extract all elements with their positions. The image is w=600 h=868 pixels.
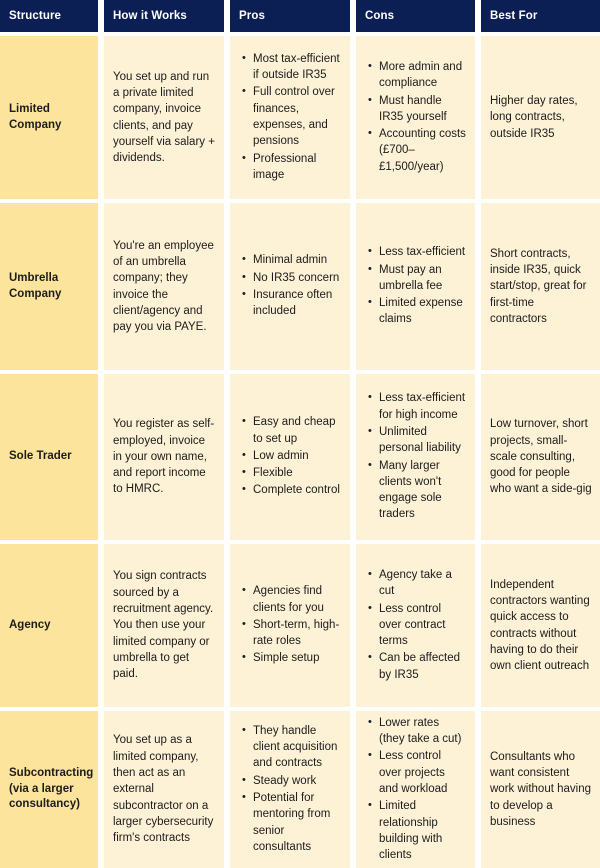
list-item: • Unlimited personal liability xyxy=(379,424,466,457)
list-item: • Less control over contract terms xyxy=(379,601,466,650)
cell-how-it-works xyxy=(104,203,224,370)
list-item: • Full control over finances, expenses, and pensions xyxy=(253,84,341,149)
list-item: • Minimal admin xyxy=(253,252,341,268)
cell-pros xyxy=(230,203,350,370)
column-header-best-for xyxy=(481,0,600,32)
how-it-works-text: You sign contracts sourced by a recruitment agency. You then use your limited company or umbrella to get paid. xyxy=(113,570,214,681)
column-header-label: Best For xyxy=(490,10,538,22)
cell-how-it-works xyxy=(104,711,224,868)
column-header-structure xyxy=(0,0,98,32)
column-header-label: Structure xyxy=(9,10,62,22)
cell-structure xyxy=(0,36,98,199)
cell-best-for xyxy=(481,36,600,199)
list-item: • Must pay an umbrella fee xyxy=(379,262,466,295)
cell-how-it-works xyxy=(104,544,224,707)
list-item: • They handle client acquisition and contracts xyxy=(253,723,341,772)
cell-cons xyxy=(356,544,475,707)
list-item: • Limited relationship building with clients xyxy=(379,798,466,863)
best-for-text: Short contracts, inside IR35, quick start/stop, great for first-time contractors xyxy=(490,247,587,325)
column-header-label: Pros xyxy=(239,10,265,22)
list-item: • Short-term, high-rate roles xyxy=(253,617,341,650)
best-for-text: Consultants who want consistent work without having to develop a business xyxy=(490,750,591,828)
cell-cons xyxy=(356,374,475,540)
column-header-cons xyxy=(356,0,475,32)
list-item: • Agencies find clients for you xyxy=(253,583,341,616)
list-item: • Agency take a cut xyxy=(379,567,466,600)
cons-list xyxy=(365,244,466,329)
list-item: • Must handle IR35 yourself xyxy=(379,93,466,126)
table-row xyxy=(0,711,600,868)
list-item: • More admin and compliance xyxy=(379,59,466,92)
list-item: • Less tax-efficient for high income xyxy=(379,390,466,423)
structure-label: Sole Trader xyxy=(9,450,72,463)
list-item: • Simple setup xyxy=(253,650,341,666)
table-row xyxy=(0,203,600,370)
list-item: • Less tax-efficient xyxy=(379,244,466,260)
cell-how-it-works xyxy=(104,374,224,540)
cell-pros xyxy=(230,36,350,199)
list-item: • Easy and cheap to set up xyxy=(253,414,341,447)
cell-pros xyxy=(230,374,350,540)
best-for-text: Independent contractors wanting quick access to contracts without having to do their own client outreach xyxy=(490,578,590,673)
list-item: • Lower rates (they take a cut) xyxy=(379,715,466,748)
cell-structure xyxy=(0,374,98,540)
table-row xyxy=(0,36,600,199)
list-item: • Complete control xyxy=(253,482,341,498)
cell-cons xyxy=(356,203,475,370)
cons-list xyxy=(365,715,466,865)
cell-structure xyxy=(0,203,98,370)
cell-cons xyxy=(356,711,475,868)
how-it-works-text: You set up and run a private limited company, invoice clients, and pay yourself via salary + dividends. xyxy=(113,70,215,165)
cons-list xyxy=(365,390,466,524)
cell-structure xyxy=(0,711,98,868)
cell-structure xyxy=(0,544,98,707)
table-header-row xyxy=(0,0,600,32)
how-it-works-text: You register as self-employed, invoice in your own name, and report income to HMRC. xyxy=(113,418,215,496)
cell-cons xyxy=(356,36,475,199)
list-item: • Limited expense claims xyxy=(379,295,466,328)
list-item: • Professional image xyxy=(253,151,341,184)
list-item: • Less control over projects and workload xyxy=(379,748,466,797)
list-item: • Most tax-efficient if outside IR35 xyxy=(253,51,341,84)
column-header-label: How it Works xyxy=(113,10,187,22)
cell-best-for xyxy=(481,203,600,370)
cell-best-for xyxy=(481,544,600,707)
structure-label: Agency xyxy=(9,618,51,631)
list-item: • Insurance often included xyxy=(253,287,341,320)
column-header-how-it-works xyxy=(104,0,224,32)
list-item: • Low admin xyxy=(253,448,341,464)
list-item: • Potential for mentoring from senior consultants xyxy=(253,790,341,855)
structure-label: Subcontracting (via a larger consultancy) xyxy=(9,767,94,811)
pros-list xyxy=(239,414,341,500)
pros-list xyxy=(239,51,341,185)
list-item: • Many larger clients won't engage sole traders xyxy=(379,458,466,523)
cell-best-for xyxy=(481,374,600,540)
cell-pros xyxy=(230,544,350,707)
pros-list xyxy=(239,723,341,857)
cell-pros xyxy=(230,711,350,868)
structure-label: Umbrella Company xyxy=(9,271,62,300)
pros-list xyxy=(239,252,341,320)
how-it-works-text: You set up as a limited company, then act as an external subcontractor on a larger cybersecurity firm's contracts xyxy=(113,734,214,845)
cell-how-it-works xyxy=(104,36,224,199)
pros-list xyxy=(239,583,341,668)
cons-list xyxy=(365,59,466,176)
list-item: • Steady work xyxy=(253,773,341,789)
how-it-works-text: You're an employee of an umbrella company; they invoice the client/agency and pay you via PAYE. xyxy=(113,239,214,334)
table-row xyxy=(0,374,600,540)
column-header-pros xyxy=(230,0,350,32)
list-item: • No IR35 concern xyxy=(253,270,341,286)
best-for-text: Low turnover, short projects, small-scale consulting, good for people who want a side-gig xyxy=(490,418,592,496)
list-item: • Flexible xyxy=(253,465,341,481)
best-for-text: Higher day rates, long contracts, outside IR35 xyxy=(490,95,578,140)
cell-best-for xyxy=(481,711,600,868)
structure-label: Limited Company xyxy=(9,102,62,131)
list-item: • Accounting costs (£700–£1,500/year) xyxy=(379,126,466,175)
table-row xyxy=(0,544,600,707)
list-item: • Can be affected by IR35 xyxy=(379,650,466,683)
column-header-label: Cons xyxy=(365,10,395,22)
cons-list xyxy=(365,567,466,684)
